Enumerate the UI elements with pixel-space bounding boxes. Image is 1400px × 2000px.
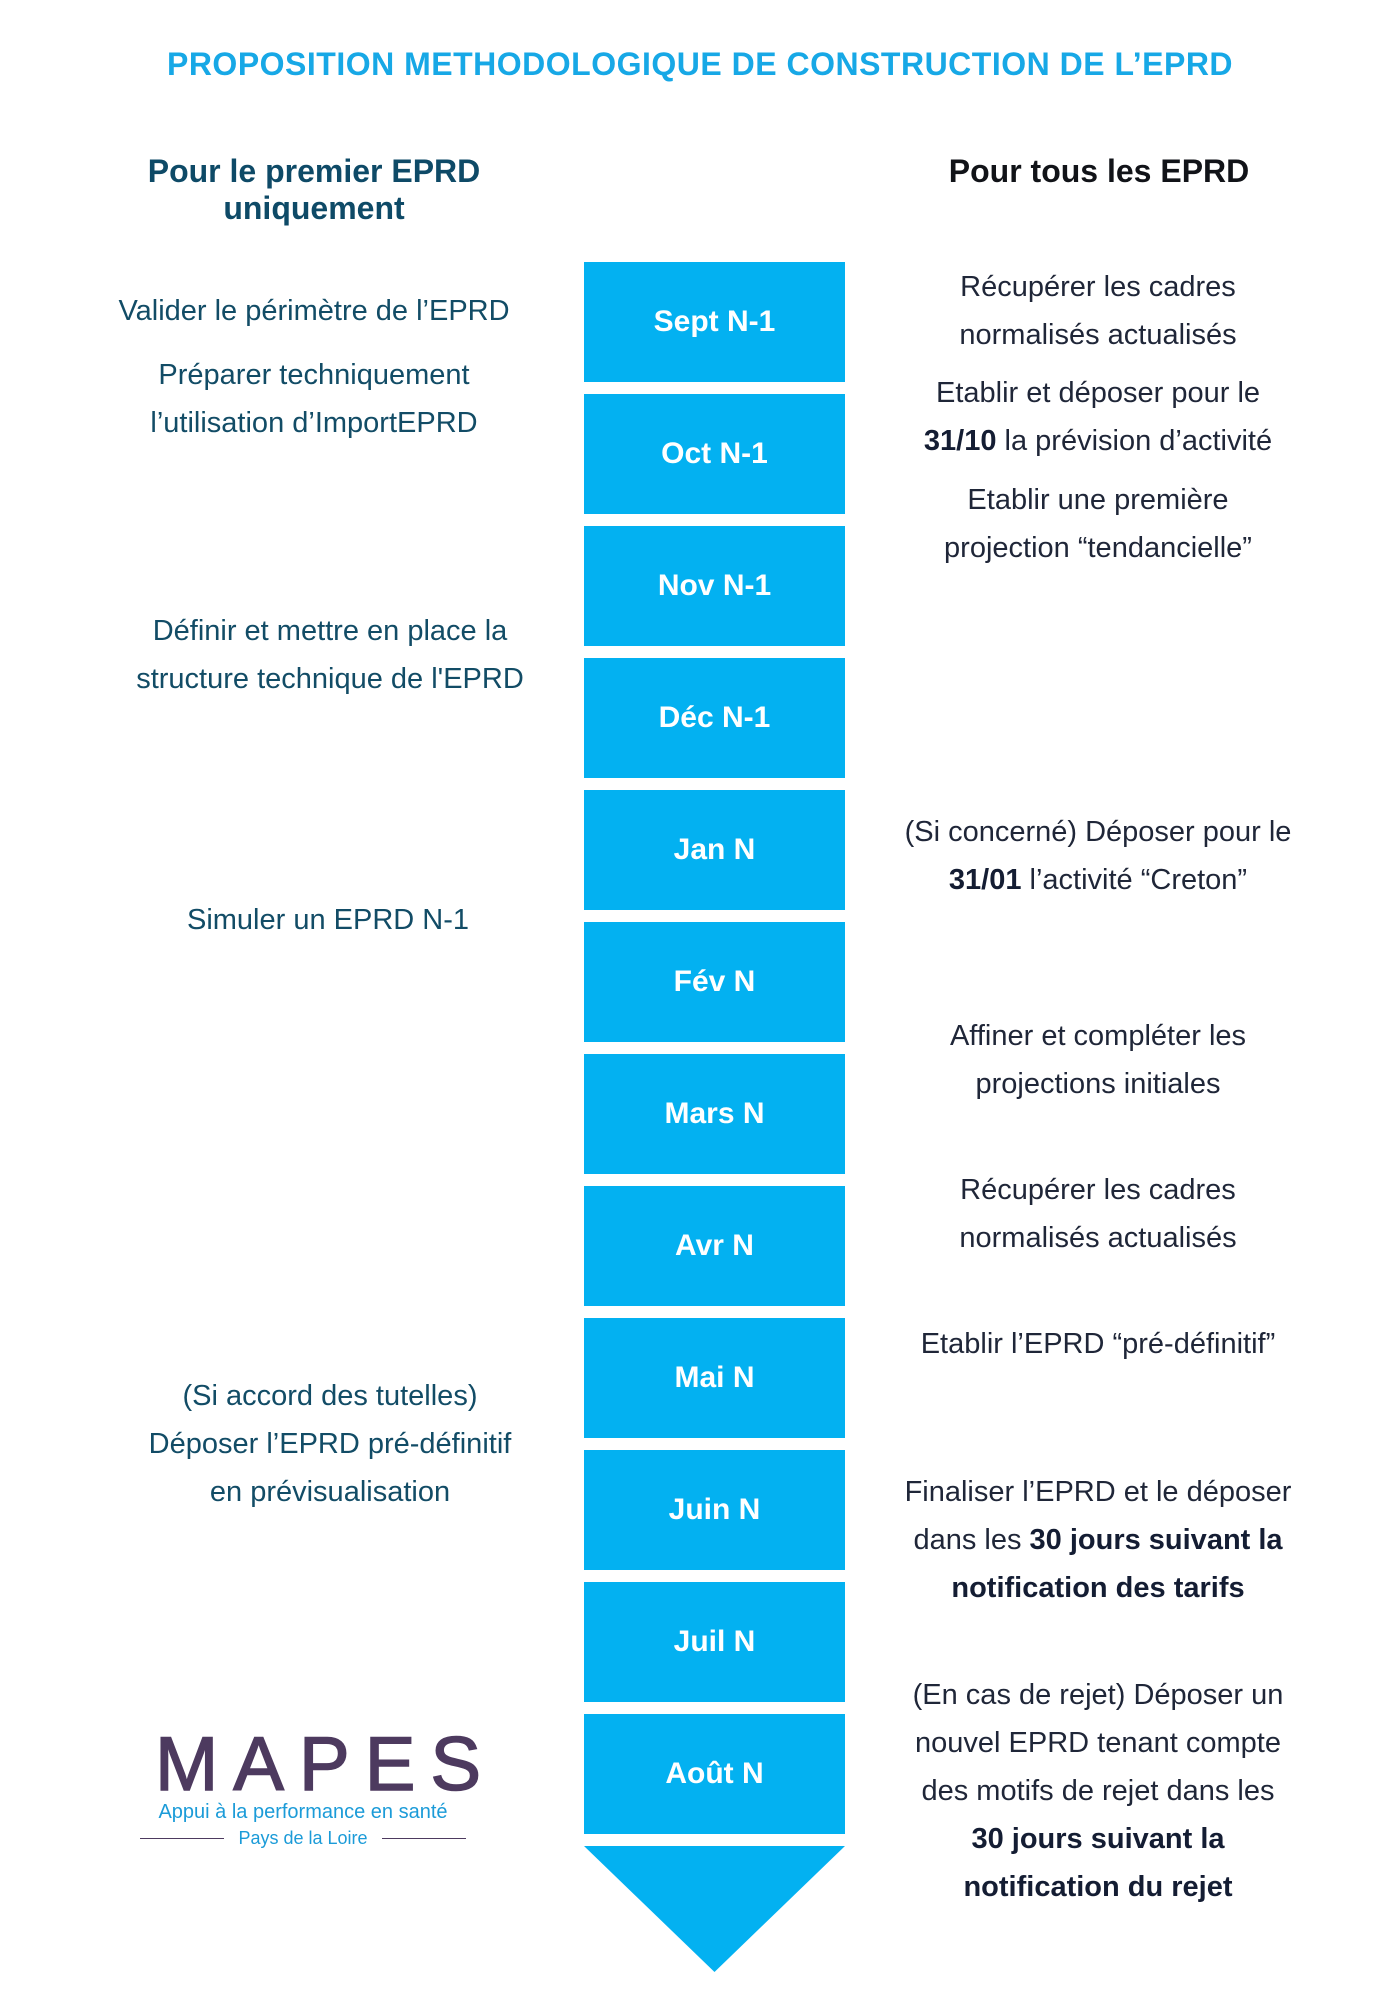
step-text: projections initiales	[975, 1068, 1221, 1100]
all-eprd-step	[858, 263, 1338, 359]
timeline-block-jun	[584, 1450, 845, 1570]
timeline-block-oct	[584, 394, 845, 514]
timeline-block-label: Oct N-1	[661, 437, 768, 470]
deadline-text: notification des tarifs	[951, 1572, 1245, 1604]
step-line	[858, 1564, 1338, 1612]
step-line	[858, 1671, 1338, 1719]
all-eprd-step	[858, 1012, 1338, 1108]
mapes-logo: MAPES	[155, 1722, 497, 1807]
step-line	[858, 1767, 1338, 1815]
step-text: dans les	[913, 1524, 1030, 1556]
divider	[140, 1838, 224, 1839]
step-line: (Si accord des tutelles)	[182, 1380, 478, 1412]
timeline-block-label: Jan N	[673, 833, 756, 866]
step-text: normalisés actualisés	[959, 1222, 1237, 1254]
step-text: normalisés actualisés	[959, 319, 1237, 351]
logo-region-label: Pays de la Loire	[238, 1828, 368, 1848]
timeline-block-jan	[584, 790, 845, 910]
first-eprd-step	[90, 1372, 570, 1516]
timeline-block-aug	[584, 1714, 845, 1834]
all-eprd-step	[858, 1671, 1338, 1911]
first-eprd-header	[74, 153, 554, 227]
timeline-block-label: Fév N	[673, 965, 756, 998]
step-line	[858, 1863, 1338, 1911]
step-line: l’utilisation d’ImportEPRD	[150, 407, 478, 439]
step-line: Simuler un EPRD N-1	[186, 904, 470, 936]
step-line	[858, 1320, 1338, 1368]
deadline-text: 30 jours suivant la	[1029, 1524, 1283, 1556]
first-eprd-step	[90, 607, 570, 703]
deadline-text: 30 jours suivant la	[971, 1823, 1225, 1855]
timeline-block-nov	[584, 526, 845, 646]
step-line	[858, 1468, 1338, 1516]
page-title: PROPOSITION METHODOLOGIQUE DE CONSTRUCTION DE L’EPRD	[166, 46, 1234, 82]
step-line	[858, 1516, 1338, 1564]
step-line	[858, 476, 1338, 524]
timeline-block-label: Mai N	[674, 1361, 755, 1394]
timeline-block-label: Août N	[665, 1757, 764, 1790]
all-eprd-step	[858, 369, 1338, 465]
step-line: Déposer l’EPRD pré-définitif	[148, 1428, 512, 1460]
timeline-block-label: Déc N-1	[658, 701, 771, 734]
step-line	[858, 856, 1338, 904]
all-eprd-step	[858, 1320, 1338, 1368]
first-eprd-step	[88, 896, 568, 944]
timeline-block-label: Juil N	[673, 1625, 756, 1658]
timeline-block-label: Juin N	[668, 1493, 761, 1526]
step-line	[858, 263, 1338, 311]
timeline-block-may	[584, 1318, 845, 1438]
step-line	[858, 369, 1338, 417]
step-line: Préparer techniquement	[158, 359, 470, 391]
timeline-block-jul	[584, 1582, 845, 1702]
step-text: (En cas de rejet) Déposer un	[912, 1679, 1284, 1711]
step-text: (Si concerné) Déposer pour le	[904, 816, 1292, 848]
step-line	[858, 524, 1338, 572]
step-line	[858, 1166, 1338, 1214]
step-text: des motifs de rejet dans les	[921, 1775, 1275, 1807]
timeline-block-label: Sept N-1	[653, 305, 776, 338]
step-text: la prévision d’activité	[996, 425, 1273, 457]
step-text: nouvel EPRD tenant compte	[915, 1727, 1281, 1759]
all-eprd-header	[859, 153, 1339, 190]
step-line: Valider le périmètre de l’EPRD	[118, 295, 510, 327]
header-line: Pour tous les EPRD	[948, 153, 1250, 189]
step-line	[858, 1214, 1338, 1262]
step-line	[858, 417, 1338, 465]
all-eprd-step	[858, 1468, 1338, 1612]
deadline-text: notification du rejet	[963, 1871, 1233, 1903]
step-text: Etablir une première	[967, 484, 1229, 516]
first-eprd-step	[74, 351, 554, 447]
step-line	[858, 311, 1338, 359]
step-line	[858, 1060, 1338, 1108]
header-line: uniquement	[223, 190, 405, 226]
step-line: structure technique de l'EPRD	[136, 663, 524, 695]
timeline-block-apr	[584, 1186, 845, 1306]
deadline-date: 31/01	[948, 864, 1022, 896]
step-text: Etablir et déposer pour le	[935, 377, 1261, 409]
timeline-block-feb	[584, 922, 845, 1042]
step-text: Récupérer les cadres	[960, 1174, 1236, 1206]
step-line: en prévisualisation	[209, 1476, 451, 1508]
step-text: Etablir l’EPRD “pré-définitif”	[920, 1328, 1276, 1360]
step-text: Récupérer les cadres	[960, 271, 1236, 303]
timeline-block-sept	[584, 262, 845, 382]
timeline-block-label: Nov N-1	[657, 569, 772, 602]
all-eprd-step	[858, 808, 1338, 904]
timeline-block-dec	[584, 658, 845, 778]
divider	[382, 1838, 466, 1839]
logo-region	[140, 1826, 466, 1850]
all-eprd-step	[858, 476, 1338, 572]
timeline-block-mar	[584, 1054, 845, 1174]
step-line	[858, 1815, 1338, 1863]
header-line: Pour le premier EPRD	[147, 153, 481, 189]
step-line	[858, 1012, 1338, 1060]
step-text: Finaliser l’EPRD et le déposer	[904, 1476, 1292, 1508]
timeline-arrow-head	[584, 1846, 845, 1972]
step-line	[858, 1719, 1338, 1767]
logo-tagline: Appui à la performance en santé	[158, 1801, 448, 1823]
step-line: Définir et mettre en place la	[152, 615, 508, 647]
step-line	[858, 808, 1338, 856]
timeline-block-label: Avr N	[675, 1229, 754, 1262]
step-text: projection “tendancielle”	[944, 532, 1252, 564]
all-eprd-step	[858, 1166, 1338, 1262]
first-eprd-step	[74, 287, 554, 335]
step-text: Affiner et compléter les	[949, 1020, 1247, 1052]
timeline-block-label: Mars N	[664, 1097, 765, 1130]
deadline-date: 31/10	[923, 425, 997, 457]
step-text: l’activité “Creton”	[1021, 864, 1248, 896]
